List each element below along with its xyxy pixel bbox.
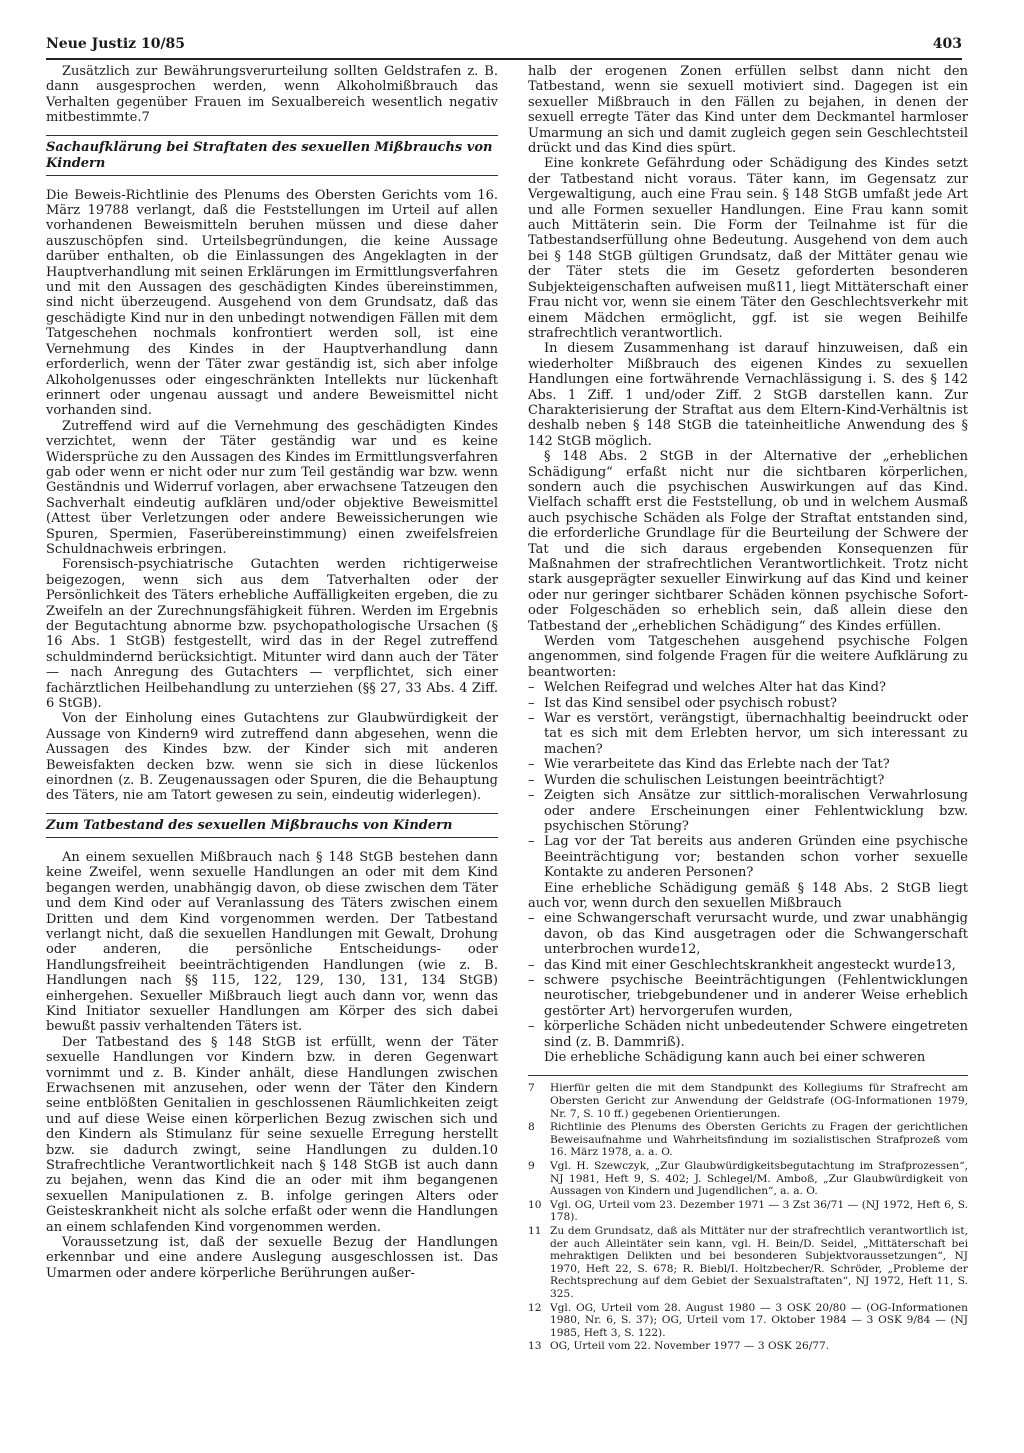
condition-list bbox=[528, 911, 968, 1050]
paragraph: Werden vom Tatgeschehen ausgehend psychische Folgen angenommen, sind folgende Fragen für die weitere Aufklärung zu beantworten: bbox=[528, 634, 968, 680]
paragraph: In diesem Zusammenhang ist darauf hinzuweisen, daß ein wiederholter Mißbrauch des eigenen Kindes zu sexuellen Handlungen eine fortwährende Vernachlässigung i. S. des § 142 Abs. 1 Ziff. 1 und/oder Ziff. 2 StGB darstellen kann. Zur Charakterisierung der Straftat aus dem Eltern-Kind-Verhältnis ist deshalb neben § 148 StGB die tateinheitliche Anwendung des § 142 StGB möglich. bbox=[528, 341, 968, 449]
page-number: 403 bbox=[932, 36, 962, 52]
question-list bbox=[528, 680, 968, 880]
paragraph: halb der erogenen Zonen erfüllen selbst dann nicht den Tatbestand, wenn sie sexuell motiviert sind. Dagegen ist ein sexueller Mißbrauch in den Fällen zu bejahen, in denen der sexuell erregte Täter das Kind unter dem Deckmantel harmloser Umarmung an sich und damit zugleich gegen sein Geschlechtsteil drückt und das Kind dies spürt. bbox=[528, 64, 968, 157]
intro-paragraph: Zusätzlich zur Bewährungsverurteilung sollten Geldstrafen z. B. dann ausgesprochen werden, wenn Alkoholmißbrauch das Verhalten gegenüber Frauen im Sexualbereich wesentlich negativ mitbestimmte.7 bbox=[46, 64, 498, 126]
section-heading-tatbestand: Zum Tatbestand des sexuellen Mißbrauchs von Kindern bbox=[46, 813, 498, 838]
right-column bbox=[528, 64, 968, 1354]
left-column bbox=[46, 64, 498, 1281]
paragraph: § 148 Abs. 2 StGB in der Alternative der „erheblichen Schädigung“ erfaßt nicht nur die sichtbaren körperlichen, sondern auch die psychischen Auswirkungen auf das Kind. Vielfach schafft erst die Feststellung, ob und in welchem Ausmaß auch psychische Schäden als Folge der Straftat entstanden sind, die erforderliche Grundlage für die Beurteilung der Schwere der Tat und die sich daraus ergebenden Konsequenzen für Maßnahmen der strafrechtlichen Verantwortlichkeit. Trotz nicht stark ausgeprägter sexueller Einwirkung auf das Kind und keiner oder nur geringer sichtbarer Schäden können psychische Sofort- oder Folgeschäden so erheblich sein, daß allein diese den Tatbestand der „erheblichen Schädigung“ des Kindes erfüllen. bbox=[528, 449, 968, 634]
paragraph: Eine konkrete Gefährdung oder Schädigung des Kindes setzt der Tatbestand nicht voraus. Täter kann, im Gegensatz zur Vergewaltigung, auch eine Frau sein. § 148 StGB umfaßt jede Art und alle Formen sexueller Handlungen. Eine Frau kann somit auch Mittäterin sein. Die Form der Teilnahme ist für die Tatbestandserfüllung ohne Bedeutung. Ausgehend von dem auch bei § 148 StGB gültigen Grundsatz, daß der Mittäter genau wie der Täter stets die im Gesetz geforderten besonderen Subjekteigenschaften aufweisen muß11, liegt Mittäterschaft einer Frau nicht vor, wenn sie einem Täter den Geschlechtsverkehr mit einem Mädchen ermöglicht, ggf. ist sie wegen Beihilfe strafrechtlich verantwortlich. bbox=[528, 156, 968, 341]
paragraph: Zutreffend wird auf die Vernehmung des geschädigten Kindes verzichtet, wenn der Täter geständig war und es keine Widersprüche zu den Aussagen des Kindes im Ermittlungsverfahren gab oder wenn er nicht oder nur zum Teil geständig war bzw. wenn Geständnis und Widerruf vorlagen, aber erwachsene Tatzeugen den Sachverhalt eindeutig aufklären und/oder objektive Beweismittel (Attest über Verletzungen oder andere Beweissicherungen wie Spuren, Spermien, Faserübereinstimmung) einen zweifelsfreien Schuldnachweis erbringen. bbox=[46, 418, 498, 557]
footnotes bbox=[528, 1082, 968, 1352]
list-item: – Wurden die schulischen Leistungen beeinträchtigt? bbox=[528, 772, 885, 788]
list-item: – Lag vor der Tat bereits aus anderen Gründen eine psychische Beeinträchtigung vor; bestanden schon vorher sexuelle Kontakte zu anderen Personen? bbox=[528, 834, 968, 881]
paragraph: An einem sexuellen Mißbrauch nach § 148 StGB bestehen dann keine Zweifel, wenn sexuelle Handlungen an oder mit dem Kind begangen werden, unabhängig davon, ob diese zwischen dem Täter und dem Kind oder auf Veranlassung des Täters zwischen einem Dritten und dem Kind vorgenommen werden. Der Tatbestand verlangt nicht, daß die sexuellen Handlungen mit Gewalt, Drohung oder anderen, die persönliche Entscheidungs- oder Handlungsfreiheit beeinträchtigenden Handlungen (wie z. B. Handlungen nach §§ 115, 122, 129, 130, 131, 134 StGB) einhergehen. Sexueller Mißbrauch liegt auch dann vor, wenn das Kind Initiator sexueller Handlungen am Körper des sich dabei bewußt passiv verhaltenden Täters ist. bbox=[46, 849, 498, 1035]
list-item: – Ist das Kind sensibel oder psychisch robust? bbox=[528, 695, 838, 711]
paragraph: Die Beweis-Richtlinie des Plenums des Obersten Gerichts vom 16. März 19788 verlangt, daß die Feststellungen im Urteil auf allen vorhandenen Beweismitteln beruhen müssen und diese daher auszuschöpfen sind. Urteilsbegründungen, die keine Aussage darüber enthalten, ob die Einlassungen des Angeklagten in der Hauptverhandlung mit seinen Erklärungen im Ermittlungsverfahren und mit den Aussagen des geschädigten Kindes übereinstimmen, sind nicht überzeugend. Ausgehend von dem Grundsatz, daß das geschädigte Kind nur in den unbedingt notwendigen Fällen mit dem Tatgeschehen nochmals konfrontiert werden soll, ist eine Vernehmung des Kindes in der Hauptverhandlung dann erforderlich, wenn der Täter zwar geständig ist, sich aber infolge Alkoholgenusses oder eingeschränkten Intellekts nur lückenhaft erinnert oder ungenau aussagt und andere Beweismittel nicht vorhanden sind. bbox=[46, 187, 498, 419]
paragraph: Der Tatbestand des § 148 StGB ist erfüllt, wenn der Täter sexuelle Handlungen vor Kindern bzw. in deren Gegenwart vornimmt und z. B. Kinder anhält, diese Handlungen zwischen Erwachsenen mit anzusehen, oder wenn der Täter den Kindern seine entblößten Genitalien in geschlossenen Räumlichkeiten zeigt und auf diese Weise einen körperlichen Bezug zwischen sich und den Kindern als Stimulanz für seine sexuelle Erregung herstellt bzw. sie dadurch zwingt, seine Handlungen zu dulden.10 Strafrechtliche Verantwortlichkeit nach § 148 StGB ist auch dann zu bejahen, wenn das Kind die an oder mit ihm begangenen sexuellen Manipulationen z. B. infolge geringen Alters oder Geisteskrankheit nicht als solche erfaßt oder wenn die Handlungen an einem schlafenden Kind vorgenommen werden. bbox=[46, 1034, 498, 1235]
paragraph: Forensisch-psychiatrische Gutachten werden richtigerweise beigezogen, wenn sich aus dem Tatverhalten oder der Persönlichkeit des Täters erhebliche Auffälligkeiten ergeben, die zu Zweifeln an der Zurechnungsfähigkeit führen. Werden im Ergebnis der Begutachtung abnorme bzw. psychopathologische Ursachen (§ 16 Abs. 1 StGB) festgestellt, wird das in der Regel zutreffend schuldmindernd berücksichtigt. Mitunter wird dann auch der Täter — nach Anregung des Gutachters — verpflichtet, sich einer fachärztlichen Heilbehandlung zu unterziehen (§§ 27, 33 Abs. 4 Ziff. 6 StGB). bbox=[46, 557, 498, 712]
page-header bbox=[46, 36, 962, 60]
footnote-divider bbox=[528, 1075, 968, 1076]
section-heading-sachaufklaerung: Sachaufklärung bei Straftaten des sexuellen Mißbrauchs von Kindern bbox=[46, 135, 498, 176]
paragraph: Die erhebliche Schädigung kann auch bei einer schweren bbox=[544, 1050, 926, 1065]
footnote: 8 Richtlinie des Plenums des Obersten Gerichts zu Fragen der gerichtlichen Beweisaufnahme und Wahrheitsfindung im sozialistischen Strafprozeß vom 16. März 1978, a. a. O. bbox=[528, 1121, 968, 1159]
list-item: – das Kind mit einer Geschlechtskrankheit angesteckt wurde13, bbox=[528, 957, 956, 973]
list-item: – schwere psychische Beeinträchtigungen (Fehlentwicklungen neurotischer, triebgebundener und in anderer Weise erheblich gestörter Art) hervorgerufen wurden, bbox=[528, 972, 968, 1019]
footnote: 11 Zu dem Grundsatz, daß als Mittäter nur der strafrechtlich verantwortlich ist, der auch Alleintäter sein kann, vgl. H. Bein/D. Seidel, „Mittäterschaft bei mehraktigen Delikten und bei besonderen Subjektvoraussetzungen“, NJ 1970, Heft 22, S. 678; R. Biebl/I. Holtzbecher/R. Schröder, „Probleme der Rechtsprechung auf dem Gebiet der Sexualstraftaten“, NJ 1972, Heft 11, S. 325. bbox=[528, 1224, 968, 1300]
paragraph: Voraussetzung ist, daß der sexuelle Bezug der Handlungen erkennbar und eine andere Auslegung ausgeschlossen ist. Das Umarmen oder andere körperliche Berührungen außer- bbox=[46, 1235, 498, 1281]
footnote: 12 Vgl. OG, Urteil vom 28. August 1980 — 3 OSK 20/80 — (OG-Informationen 1980, Nr. 6, S. 37); OG, Urteil vom 17. Oktober 1984 — 3 OSK 9/84 — (NJ 1985, Heft 3, S. 122). bbox=[528, 1301, 968, 1339]
footnote: 9 Vgl. H. Szewczyk, „Zur Glaubwürdigkeitsbegutachtung im Strafprozessen“, NJ 1981, Heft 9, S. 402; J. Schlegel/M. Amboß, „Zur Glaubwürdigkeit von Aussagen von Kindern und Jugendlichen“, a. a. O. bbox=[528, 1159, 968, 1198]
paragraph: Von der Einholung eines Gutachtens zur Glaubwürdigkeit der Aussage von Kindern9 wird zutreffend dann abgesehen, wenn die Aussagen des Kindes bzw. der Kinder sich mit anderen Beweisfakten decken bzw. wenn sie sich in diese lückenlos einordnen (z. B. Zeugenaussagen oder Spuren, die die Behauptung des Täters, nie am Tatort gewesen zu sein, eindeutig widerlegen). bbox=[46, 711, 498, 804]
footnote: 7 Hierfür gelten die mit dem Standpunkt des Kollegiums für Strafrecht am Obersten Gericht zur Anwendung der Geldstrafe (OG-Informationen 1979, Nr. 7, S. 10 ff.) gegebenen Orientierungen. bbox=[528, 1082, 968, 1120]
footnote: 10 Vgl. OG, Urteil vom 23. Dezember 1971 — 3 Zst 36/71 — (NJ 1972, Heft 6, S. 178). bbox=[528, 1198, 968, 1224]
paragraph: Eine erhebliche Schädigung gemäß § 148 Abs. 2 StGB liegt auch vor, wenn durch den sexuellen Mißbrauch bbox=[528, 880, 968, 911]
list-item: – eine Schwangerschaft verursacht wurde, und zwar unabhängig davon, ob das Kind ausgetragen oder die Schwangerschaft unterbrochen wurde12, bbox=[528, 911, 968, 958]
list-item: – Welchen Reifegrad und welches Alter hat das Kind? bbox=[528, 680, 886, 696]
list-item: – körperliche Schäden nicht unbedeutender Schwere eingetreten sind (z. B. Dammriß). bbox=[528, 1019, 968, 1050]
list-item: – Zeigten sich Ansätze zur sittlich-moralischen Verwahrlosung oder andere Erscheinungen einer Fehlentwicklung bzw. psychischen Störung? bbox=[528, 788, 968, 834]
journal-title: Neue Justiz 10/85 bbox=[46, 36, 186, 52]
footnote: 13 OG, Urteil vom 22. November 1977 — 3 OSK 26/77. bbox=[528, 1340, 830, 1353]
list-item: – Wie verarbeitete das Kind das Erlebte nach der Tat? bbox=[528, 757, 890, 773]
list-item: – War es verstört, verängstigt, übernachhaltig beeindruckt oder tat es sich mit dem Erlebten hervor, um sich interessant zu machen? bbox=[528, 711, 968, 757]
